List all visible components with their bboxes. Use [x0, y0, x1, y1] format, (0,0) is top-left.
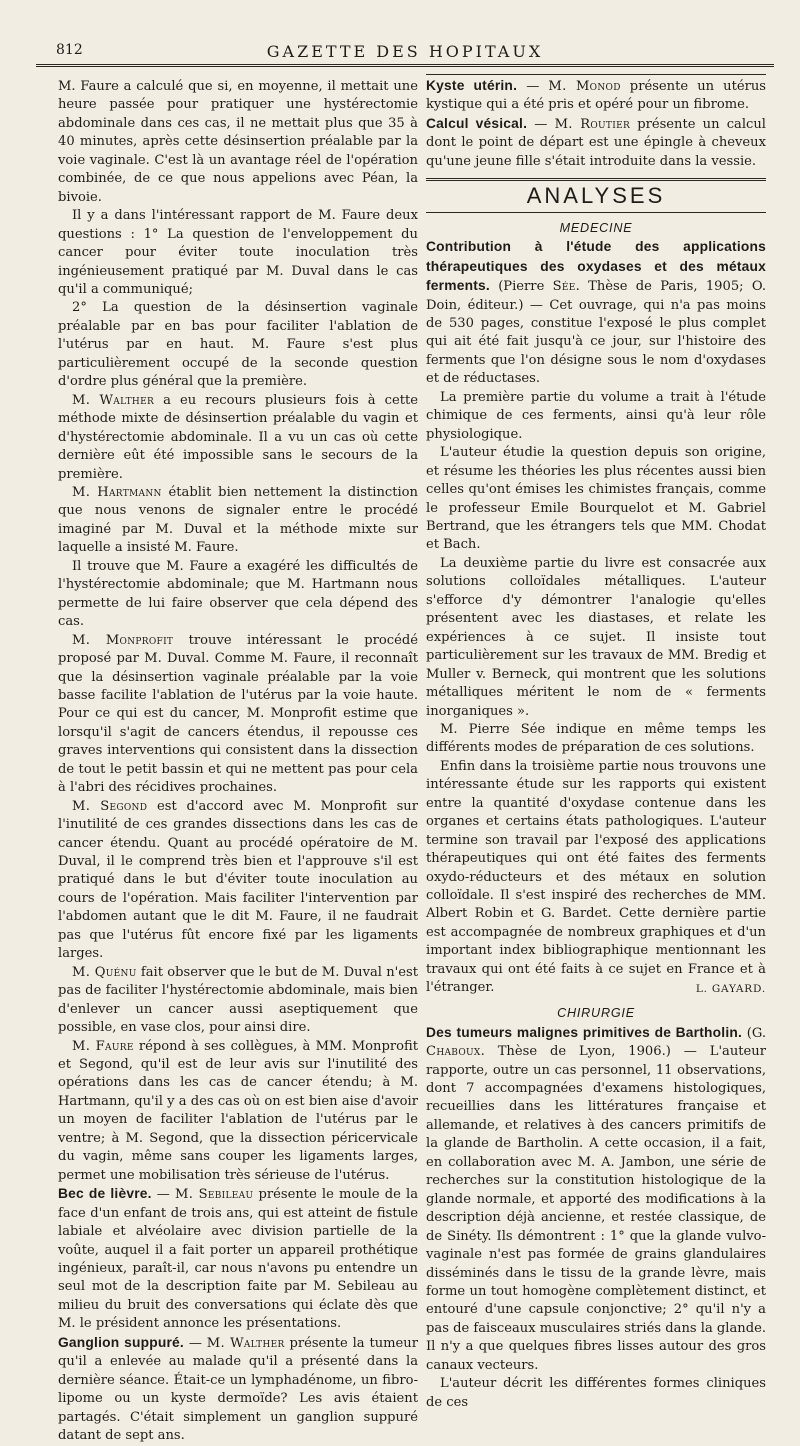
speaker-name: M. Routier: [554, 116, 631, 132]
left-column: [58, 78, 419, 1444]
paragraph: Il trouve que M. Faure a exagéré les difficultés de l'hystérectomie abdominale; que M. Hartmann nous permette de lui faire observer que cela dépend des cas.: [58, 558, 418, 630]
paragraph-text: fait observer que le but de M. Duval n'est pas de faciliter l'hystérectomie abdominale, mais bien d'enlever un cancer aussi aseptiquement que possible, en vase clos, pour ainsi dire.: [58, 964, 418, 1036]
author-name: Sée: [552, 279, 576, 295]
article-title: Contribution à l'étude des applications thérapeutiques des oxydases et des métaux ferments.: [426, 239, 766, 294]
subsection-title: CHIRURGIE: [557, 1006, 635, 1021]
paragraph: M. Pierre Sée indique en même temps les différents modes de préparation de ces solutions.: [426, 721, 766, 756]
paragraph: La première partie du volume a trait à l'étude chimique de ces ferments, ainsi qu'à leur rôle physiologique.: [426, 389, 766, 442]
paragraph-text: présente le moule de la face d'un enfant de trois ans, qui est atteint de fistule labiale et alvéolaire avec division partielle de la voûte, auquel il a fait porter un appareil prothétique ingénieux, paraît-il, car nous n'avons pu entendre un seul mot de la description faite par M. Sebileau au milieu du bruit des conversations qui éclate dès que M. le président annonce les présentations.: [58, 1187, 419, 1332]
paragraph: [58, 632, 418, 798]
paragraph: [58, 964, 418, 1038]
paragraph: [58, 392, 418, 484]
paragraph-text: présente un utérus kystique qui a été pris et opéré pour un fibrome.: [426, 79, 767, 113]
article-title: Des tumeurs malignes primitives de Bartholin.: [426, 1024, 743, 1040]
signature: L. GAYARD.: [695, 982, 766, 995]
paragraph: M. Faure a calculé que si, en moyenne, il mettait une heure passée pour pratiquer une hystérectomie abdominale dans ces cas, il ne mettait plus que 35 à 40 minutes, après cette désinsertion préalable par la voie vaginale. C'est là un avantage réel de l'opération combinée, de ce que nous appelions avec Péan, la bivoie.: [58, 79, 418, 205]
author-name: Chaboux: [426, 1044, 481, 1060]
section-heading: Ganglion suppuré.: [58, 1334, 184, 1350]
right-column: [426, 78, 767, 1410]
reference-text: (Pierre: [489, 279, 553, 295]
speaker-name: M. Walther: [206, 1335, 285, 1351]
paragraph: [58, 484, 418, 558]
speaker-name: M. Monprofit: [72, 632, 174, 648]
paragraph-text: . Thèse de Lyon, 1906.) — L'auteur rapporte, outre un cas personnel, 11 observations, dont 7 accompagnées d'examens histologiques, recueillies dans les littératures française et allemande, et relatives à des cancers primitifs de la glande de Bartholin. A cette occasion, il a fait, en collaboration avec M. A. Jambon, une série de recherches sur la constitution histologique de la glande normale, et apporté des modifications à la description déjà ancienne, et restée classique, de de Sinéty. Ils démontrent : 1° que la glande vulvo-vaginale n'est pas formée de grains glandulaires disséminés dans le tissu de la grande lèvre, mais forme un tout homogène complètement distinct, et entouré d'une capsule conjonctive; 2° qu'il n'y a pas de faisceaux musculaires striés dans la glande. Il n'y a que quelques fibres lisses autour des gros canaux vecteurs.: [426, 1044, 767, 1373]
paragraph-text: est d'accord avec M. Monprofit sur l'inutilité de ces grandes dissections dans les cas de cancer étendu. Quant au procédé opératoire de M. Duval, il le comprend très bien et l'approuve s'il est pratiqué dans le but d'éviter toute inoculation au cours de l'opération. Mais faciliter l'intervention par l'abdomen autant que le dit M. Faure, il ne faudrait pas que l'utérus fût encore fixé par les ligaments larges.: [58, 798, 418, 962]
journal-title: GAZETTE DES HOPITAUX: [266, 42, 544, 61]
divider: [426, 74, 766, 75]
paragraph: Enfin dans la troisième partie nous trouvons une intéressante étude sur les rapports qui existent entre la quantité d'oxydase contenue dans les organes et certains états pathologiques. L'auteur termine son travail par l'exposé des applications thérapeutiques qui ont été faites des ferments oxydo-réducteurs et des métaux en solution colloïdale. Il s'est inspiré des recherches de MM. Albert Robin et G. Bardet. Cette dernière partie est accompagnée de nombreux graphiques et d'un important index bibliographique mentionnant les travaux qui ont été faits à ce sujet en France et à l'étranger.: [426, 758, 766, 996]
subsection-title: MEDECINE: [559, 220, 633, 235]
speaker-name: M. Quénu: [72, 964, 137, 980]
paragraph-text: répond à ses collègues, à MM. Monprofit et Segond, qu'il est de leur avis sur l'inutilité des opérations dans les cas de cancer étendu; à M. Hartmann, qu'il y a des cas où on est bien aise d'avoir un moyen de faciliter l'ablation de l'utérus par le ventre; à M. Segond, que la dissection péricervicale du vagin, même sans couper les ligaments larges, permet une mobilisation très sérieuse de l'utérus.: [58, 1038, 418, 1183]
paragraph: L'auteur étudie la question depuis son origine, et résume les théories les plus récentes aussi bien celles qu'ont émises les chimistes français, comme le professeur Emile Bourquelot et M. Gabriel Bertrand, que les étrangers tels que MM. Chodat et Bach.: [426, 445, 766, 553]
paragraph: La deuxième partie du livre est consacrée aux solutions colloïdales métalliques. L'auteur s'efforce d'y démontrer l'analogie qu'elles présentent avec les diastases, et relate les expériences à ce sujet. Il insiste tout particulièrement sur les travaux de MM. Bredig et Muller v. Berneck, qui montrent que les solutions métalliques méritent le nom de « ferments inorganiques ».: [426, 555, 766, 719]
paragraph: [426, 1024, 766, 1376]
speaker-name: M. Faure: [72, 1038, 134, 1054]
paragraph-text: a eu recours plusieurs fois à cette méthode mixte de désinsertion préalable du vagin et d'hystérectomie abdominale. Il a vu un cas où cette dernière eût été impossible sans le secours de la première.: [58, 392, 418, 482]
reference-text: (G.: [742, 1025, 766, 1041]
paragraph-text: . Thèse de Paris, 1905; O. Doin, éditeur.) — Cet ouvrage, qui n'a pas moins de 530 pages, constitue l'exposé le plus complet qui ait été fait jusqu'à ce jour, sur l'histoire des ferments que l'on désigne sous le nom d'oxydases et de réductases.: [426, 279, 766, 387]
speaker-name: M. Walther: [72, 392, 155, 408]
section-heading: Calcul vésical.: [426, 115, 528, 131]
paragraph-text: établit bien nettement la distinction que nous venons de signaler entre le procédé imaginé par M. Duval et la méthode mixte sur laquelle a insisté M. Faure.: [58, 484, 418, 556]
paragraph-text: présente la tumeur qu'il a enlevée au malade qu'il a présenté dans la dernière séance. Était-ce un lymphadénome, un fibro-lipome ou un kyste dermoïde? Les avis étaient partagés. C'était simplement un ganglion suppuré datant de sept ans.: [58, 1335, 418, 1444]
paragraph: 2° La question de la désinsertion vaginale préalable par en bas pour faciliter l'ablation de l'utérus par en haut. M. Faure s'est plus particulièrement occupé de la seconde question d'ordre plus général que la première.: [58, 300, 418, 390]
paragraph: Kyste utérin. — M. Monod présente un utérus kystique qui a été pris et opéré pour un fibrome.: [426, 78, 767, 113]
section-title: ANALYSES: [526, 183, 666, 209]
paragraph: Il y a dans l'intéressant rapport de M. Faure deux questions : 1° La question de l'enveloppement du cancer pour éviter toute inoculation très ingénieusement pratiqué par M. Duval dans le cas qu'il a communiqué;: [58, 208, 418, 297]
paragraph: Ganglion suppuré. — M. Walther présente la tumeur qu'il a enlevée au malade qu'il a présenté dans la dernière séance. Était-ce un lymphadénome, un fibro-lipome ou un kyste dermoïde? Les avis étaient partagés. C'était simplement un ganglion suppuré datant de sept ans.: [58, 1334, 418, 1444]
section-heading: Bec de lièvre.: [58, 1186, 152, 1202]
speaker-name: M. Monod: [548, 79, 621, 94]
paragraph-text: présente un calcul dont le point de départ est une épingle à cheveux qu'une jeune fille s'était introduite dans la vessie.: [426, 116, 766, 169]
section-heading: Kyste utérin.: [426, 78, 518, 93]
paragraph: [58, 798, 418, 964]
speaker-name: M. Sebileau: [175, 1187, 254, 1203]
divider: [426, 178, 766, 181]
divider: [426, 212, 766, 213]
header-rule: [36, 66, 774, 67]
page-number: 812: [56, 42, 83, 58]
paragraph: Calcul vésical. — M. Routier présente un calcul dont le point de départ est une épingle à cheveux qu'une jeune fille s'était introduite dans la vessie.: [426, 115, 766, 169]
page-header: [36, 30, 774, 65]
paragraph: [426, 238, 766, 389]
speaker-name: M. Hartmann: [72, 484, 162, 500]
paragraph: [58, 1038, 418, 1186]
paragraph: Bec de lièvre. — M. Sebileau présente le moule de la face d'un enfant de trois ans, qui est atteint de fistule labiale et alvéolaire avec division partielle de la voûte, auquel il a fait porter un appareil prothétique ingénieux, paraît-il, car nous n'avons pu entendre un seul mot de la description faite par M. Sebileau au milieu du bruit des conversations qui éclate dès que M. le président annonce les présentations.: [58, 1186, 419, 1332]
paragraph: L'auteur décrit les différentes formes cliniques de ces: [426, 1376, 766, 1410]
speaker-name: M. Segond: [72, 798, 148, 814]
paragraph-text: trouve intéressant le procédé proposé par M. Duval. Comme M. Faure, il reconnaît que la désinsertion vaginale préalable par la voie basse facilite l'ablation de l'utérus par la voie haute. Pour ce qui est du cancer, M. Monprofit estime que lorsqu'il s'agit de cancers étendus, il repousse ces graves interventions qui consistent dans la dissection de tout le petit bassin et qui ne mettent pas pour cela à l'abri des récidives prochaines.: [58, 632, 418, 796]
